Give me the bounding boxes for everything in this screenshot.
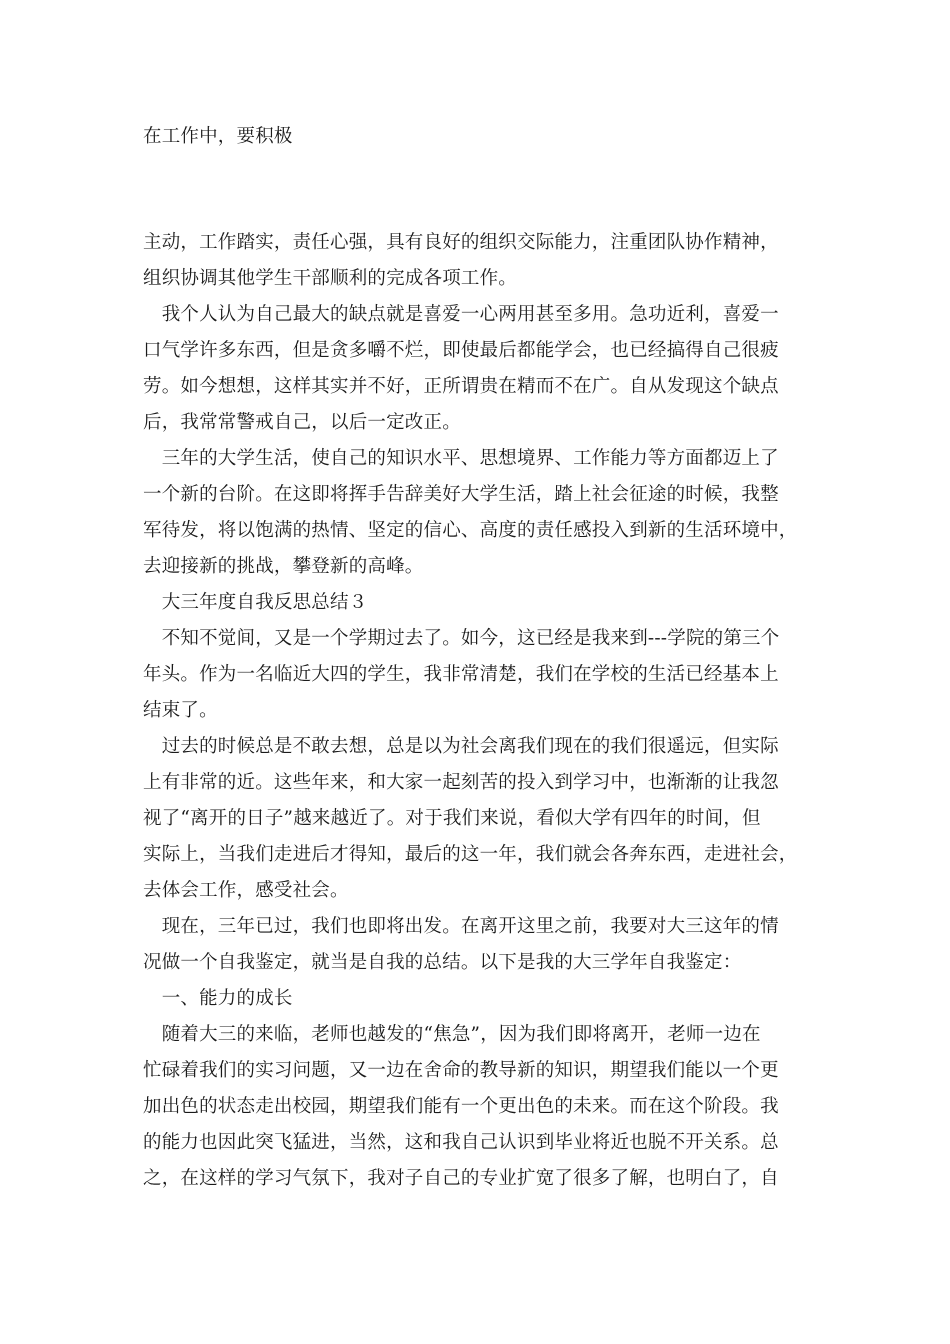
text-line: 一个新的台阶。在这即将挥手告辞美好大学生活，踏上社会征途的时候，我整 <box>143 484 779 505</box>
text-line: 忙碌着我们的实习问题，又一边在舍命的教导新的知识，期望我们能以一个更 <box>143 1060 779 1081</box>
text-line: 去迎接新的挑战，攀登新的高峰。 <box>143 556 424 577</box>
text-line: 视了“离开的日子”越来越近了。对于我们来说，看似大学有四年的时间，但 <box>143 808 761 829</box>
text-line: 去体会工作，感受社会。 <box>143 880 349 901</box>
section-heading: 一、能力的成长 <box>143 988 293 1009</box>
text-line: 过去的时候总是不敢去想，总是以为社会离我们现在的我们很遥远，但实际 <box>143 736 779 757</box>
text-line: 劳。如今想想，这样其实并不好，正所谓贵在精而不在广。自从发现这个缺点 <box>143 376 779 397</box>
text-line: 况做一个自我鉴定，就当是自我的总结。以下是我的大三学年自我鉴定： <box>143 952 742 973</box>
text-line: 实际上，当我们走进后才得知，最后的这一年，我们就会各奔东西，走进社会， <box>143 844 798 865</box>
text-line: 结束了。 <box>143 700 218 721</box>
text-line: 我个人认为自己最大的缺点就是喜爱一心两用甚至多用。急功近利，喜爱一 <box>143 304 779 325</box>
text-line: 随着大三的来临，老师也越发的“焦急”，因为我们即将离开，老师一边在 <box>143 1024 761 1045</box>
text-line: 加出色的状态走出校园，期望我们能有一个更出色的未来。而在这个阶段。我 <box>143 1096 779 1117</box>
text-line: 三年的大学生活，使自己的知识水平、思想境界、工作能力等方面都迈上了 <box>143 448 779 469</box>
text-line: 的能力也因此突飞猛进，当然，这和我自己认识到毕业将近也脱不开关系。总 <box>143 1132 779 1153</box>
text-line: 不知不觉间，又是一个学期过去了。如今，这已经是我来到---学院的第三个 <box>143 628 780 649</box>
text-line: 组织协调其他学生干部顺利的完成各项工作。 <box>143 268 518 289</box>
text-line: 上有非常的近。这些年来，和大家一起刻苦的投入到学习中，也渐渐的让我忽 <box>143 772 779 793</box>
text-line: 在工作中，要积极 <box>143 126 293 147</box>
text-line: 主动，工作踏实，责任心强，具有良好的组织交际能力，注重团队协作精神， <box>143 232 779 253</box>
text-line: 后，我常常警戒自己，以后一定改正。 <box>143 412 461 433</box>
section-heading: 大三年度自我反思总结３ <box>143 592 368 613</box>
text-line: 军待发，将以饱满的热情、坚定的信心、高度的责任感投入到新的生活环境中， <box>143 520 798 541</box>
text-line: 现在，三年已过，我们也即将出发。在离开这里之前，我要对大三这年的情 <box>143 916 779 937</box>
text-line: 之，在这样的学习气氛下，我对子自己的专业扩宽了很多了解，也明白了，自 <box>143 1168 779 1189</box>
text-line: 口气学许多东西，但是贪多嚼不烂，即使最后都能学会，也已经搞得自己很疲 <box>143 340 779 361</box>
text-line: 年头。作为一名临近大四的学生，我非常清楚，我们在学校的生活已经基本上 <box>143 664 779 685</box>
